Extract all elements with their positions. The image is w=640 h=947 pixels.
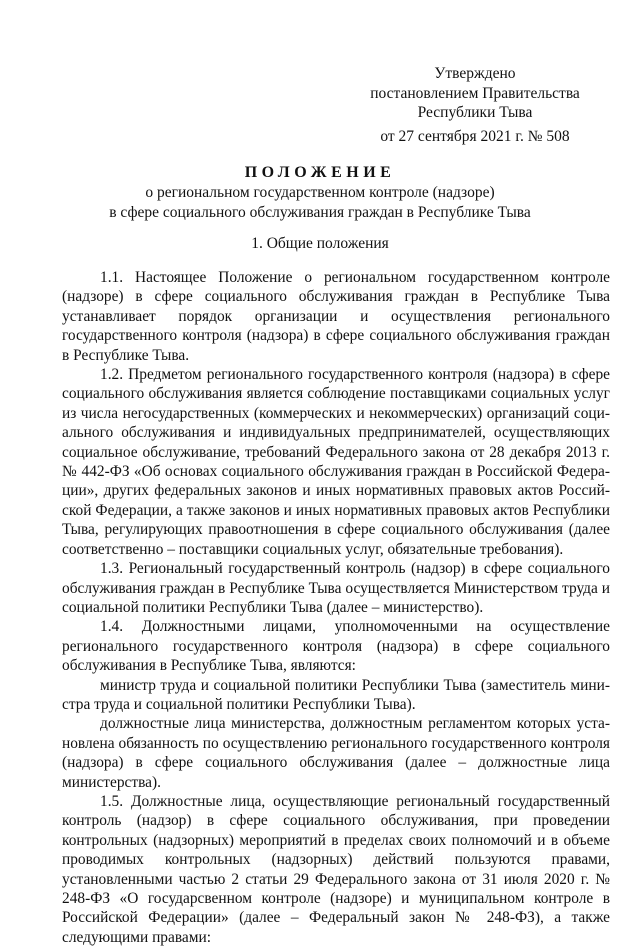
subtitle-line: о региональном государственном контроле (надзоре) bbox=[145, 184, 495, 201]
paragraph-1-4: 1.4. Должностными лицами, уполномоченными на осуществление регионального государственного контроля (надзора) в сфере социального обслуживания в Республике Тыва, являются: bbox=[62, 618, 610, 675]
paragraph-1-4-item-minister: министр труда и социальной политики Республики Тыва (заместитель министра труда и социальной политики Республики Тыва). bbox=[62, 676, 610, 713]
approval-block bbox=[340, 64, 610, 123]
approval-line: Республики Тыва bbox=[417, 104, 533, 121]
paragraph-1-1: 1.1. Настоящее Положение о региональном государственном контроле (надзоре) в сфере социального обслуживания граждан в Республике Тыва устанавливает порядок организации и осуществления регионального государственного контроля (надзора) в сфере социального обслуживания граждан в Республике Тыва. bbox=[62, 269, 610, 364]
approval-line: Утверждено bbox=[434, 65, 516, 82]
approval-date: от 27 сентября 2021 г. № 508 bbox=[380, 128, 570, 145]
paragraph-1-2: 1.2. Предметом регионального государственного контроля (надзора) в сфере социального обслуживания является соблюдение поставщиками социальных услуг из числа негосударственных (коммерческих и некоммерческих) организаций социального обслуживания и индивидуальных предпринимателей, осуществляющих социальное обслуживание, требований Федерального закона от 28 декабря 2013 г. № 442-ФЗ «Об основах социального обслуживания граждан в Российской Федерации», других федеральных законов и иных нормативных правовых актов Российской Федерации, а также законов и иных нормативных правовых актов Республики Тыва, регулирующих правоотношения в сфере социального обслуживания (далее соответственно – поставщики социальных услуг, обязательные требования). bbox=[62, 366, 610, 558]
subtitle-line: в сфере социального обслуживания граждан в Республике Тыва bbox=[109, 203, 531, 221]
section-heading: 1. Общие положения bbox=[251, 235, 389, 252]
document-body bbox=[62, 268, 610, 947]
approval-line: постановлением Правительства bbox=[370, 84, 580, 102]
document-title: ПОЛОЖЕНИЕ bbox=[244, 164, 396, 181]
document-subtitle bbox=[0, 183, 640, 222]
paragraph-1-3: 1.3. Региональный государственный контроль (надзор) в сфере социального обслуживания граждан в Республике Тыва осуществляется Министерством труда и социальной политики Республики Тыва (далее – министерство). bbox=[62, 560, 610, 616]
paragraph-1-5: 1.5. Должностные лица, осуществляющие региональный государственный контроль (надзор) в сфере социального обслуживания, при проведении контрольных (надзорных) мероприятий в пределах своих полномочий и в объеме проводимых контрольных (надзорных) действий пользуются правами, установленными частью 2 статьи 29 Федерального закона от 31 июля 2020 г. № 248-ФЗ «О государсвенном контроле (надзоре) и муниципальном контроле в Российской Федерации» (далее – Федеральный закон № 248-ФЗ), а также следующими правами: bbox=[62, 792, 610, 946]
paragraph-1-4-item-officials: должностные лица министерства, должностным регламентом которых установлена обязанность по осуществлению регионального государственного контроля (надзора) в сфере социального обслуживания (далее – должностные лица министерства). bbox=[62, 715, 610, 791]
